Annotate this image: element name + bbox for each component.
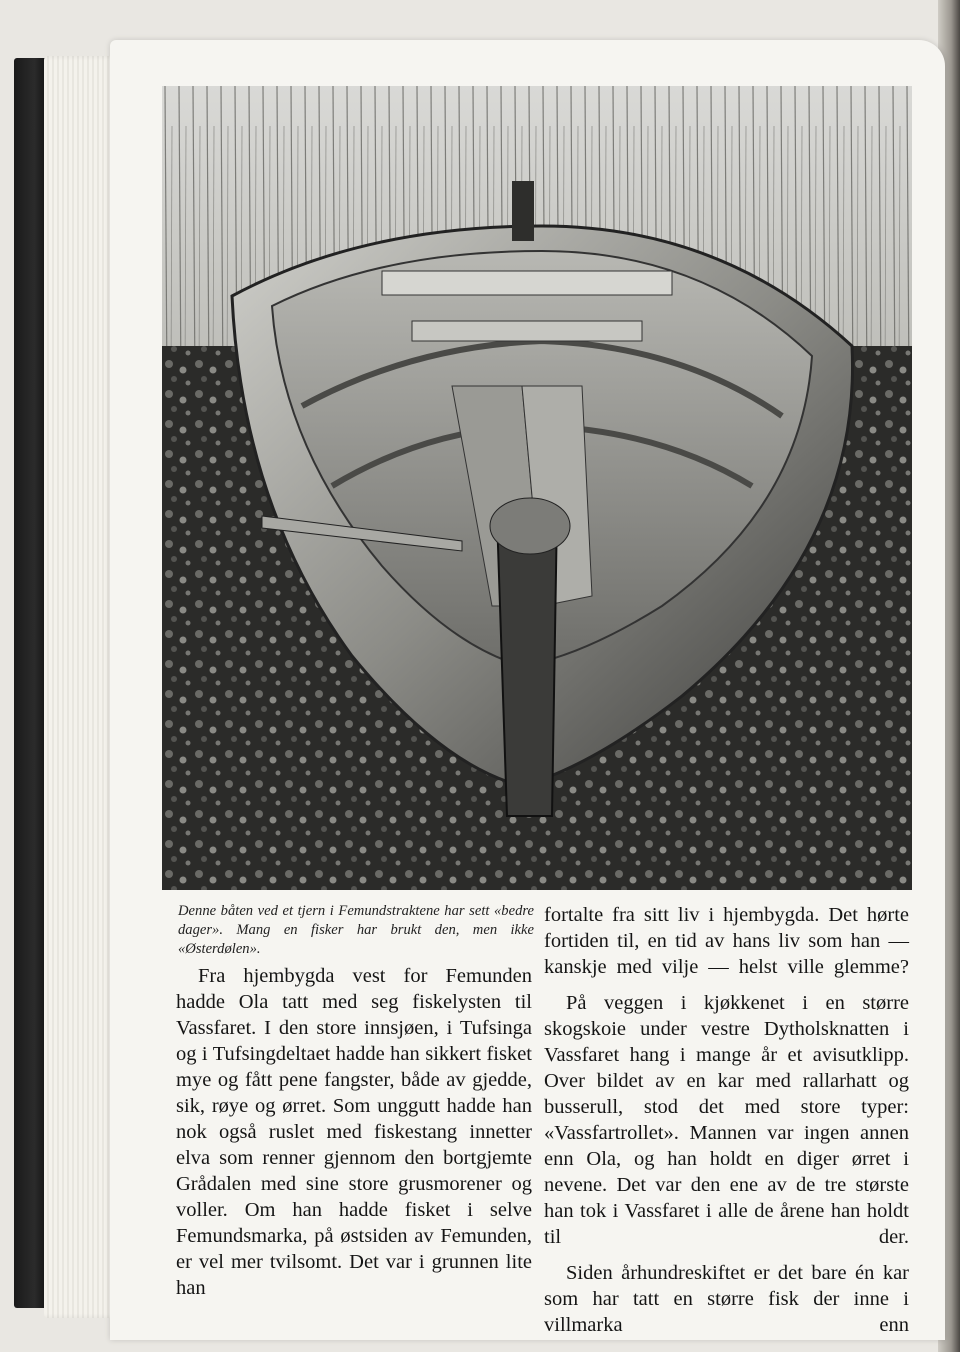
boat-photo (162, 86, 912, 890)
text-column-left (176, 963, 532, 1301)
book-cover (14, 58, 48, 1308)
photo-caption: Denne båten ved et tjern i Femundstraktene har sett «bedre dager». Mang en fisker har brukt den, men ikke «Østerdølen». (178, 903, 534, 957)
paragraph: På veggen i kjøkkenet i en større skogskoie under vestre Dytholsknatten i Vassfaret hang i mange år et avisutklipp. Over bildet av en kar med rallarhatt og busserull, stod det med store typer: «Vassfartrollet». Mannen var ingen annen enn Ola, og han holdt en diger ørret i nevene. Det var den ene av de tre største han tok i Vassfaret i alle de årene han holdt til der. (544, 992, 909, 1248)
paragraph: Siden århundreskiftet er det bare én kar som har tatt en større fisk der inne i villmarka enn (544, 1262, 909, 1336)
paragraph: Fra hjembygda vest for Femunden hadde Ola tatt med seg fiskelysten til Vassfaret. I den store innsjøen, i Tufsinga og i Tufsingdeltaet hadde han sikkert fisket mye og fått pene fangster, både av gjedde, sik, røye og ørret. Som unggutt hadde han nok også ruslet med fiskestang innetter elva som renner gjennom den bortgjemte Grådalen med sine store grusmorener og voller. Om han hadde fisket i selve Femundsmarka, på østsiden av Femunden, er vel mer tvilsomt. Det var i grunnen lite han (176, 965, 532, 1299)
old-wooden-rowboat-icon (162, 86, 912, 890)
paragraph: fortalte fra sitt liv i hjembygda. Det hørte fortiden til, en tid av hans liv som han — kanskje med vilje — helst ville glemme? (544, 904, 909, 978)
text-column-right (544, 902, 909, 1338)
